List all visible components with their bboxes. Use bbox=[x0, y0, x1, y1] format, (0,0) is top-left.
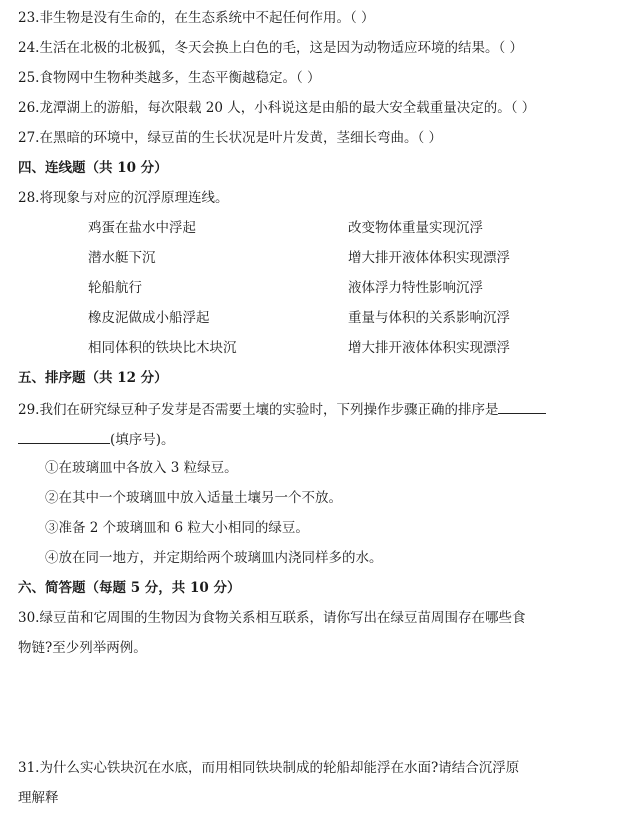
question-29-suffix: (填序号)。 bbox=[110, 432, 175, 448]
section-6-title: 六、简答题（每题 5 分，共 10 分） bbox=[18, 580, 241, 596]
question-29-line-2 bbox=[18, 429, 175, 449]
phenomenon-item: 相同体积的铁块比木块沉 bbox=[88, 340, 237, 356]
question-23: 23.非生物是没有生命的，在生态系统中不起任何作用。（ ） bbox=[18, 10, 375, 26]
step-3: ③准备 2 个玻璃皿和 6 粒大小相同的绿豆。 bbox=[45, 520, 309, 536]
question-24: 24.生活在北极的北极狐，冬天会换上白色的毛，这是因为动物适应环境的结果。（ ） bbox=[18, 40, 524, 56]
question-30-line-2: 物链?至少列举两例。 bbox=[18, 640, 147, 656]
question-27: 27.在黑暗的环境中，绿豆苗的生长状况是叶片发黄，茎细长弯曲。（ ） bbox=[18, 130, 443, 146]
answer-blank-continued[interactable] bbox=[18, 429, 110, 444]
question-28: 28.将现象与对应的沉浮原理连线。 bbox=[18, 190, 229, 206]
principle-item: 液体浮力特性影响沉浮 bbox=[348, 280, 483, 296]
question-31-line-2: 理解释 bbox=[18, 790, 59, 806]
answer-blank[interactable] bbox=[498, 399, 546, 414]
phenomenon-item: 潜水艇下沉 bbox=[88, 250, 156, 266]
principle-item: 重量与体积的关系影响沉浮 bbox=[348, 310, 510, 326]
question-30-line-1: 30.绿豆苗和它周围的生物因为食物关系相互联系，请你写出在绿豆苗周围存在哪些食 bbox=[18, 610, 526, 626]
question-26: 26.龙潭湖上的游船，每次限载 20 人，小科说这是由船的最大安全载重量决定的。（ ） bbox=[18, 100, 536, 116]
phenomenon-item: 轮船航行 bbox=[88, 280, 142, 296]
step-1: ①在玻璃皿中各放入 3 粒绿豆。 bbox=[45, 460, 238, 476]
step-2: ②在其中一个玻璃皿中放入适量土壤另一个不放。 bbox=[45, 490, 342, 506]
section-5-title: 五、排序题（共 12 分） bbox=[18, 370, 168, 386]
question-29-line-1 bbox=[18, 399, 546, 419]
section-4-title: 四、连线题（共 10 分） bbox=[18, 160, 168, 176]
phenomenon-item: 鸡蛋在盐水中浮起 bbox=[88, 220, 196, 236]
principle-item: 改变物体重量实现沉浮 bbox=[348, 220, 483, 236]
question-31-line-1: 31.为什么实心铁块沉在水底，而用相同铁块制成的轮船却能浮在水面?请结合沉浮原 bbox=[18, 760, 520, 776]
step-4: ④放在同一地方，并定期给两个玻璃皿内浇同样多的水。 bbox=[45, 550, 383, 566]
phenomenon-item: 橡皮泥做成小船浮起 bbox=[88, 310, 210, 326]
principle-item: 增大排开液体体积实现漂浮 bbox=[348, 250, 510, 266]
question-29-text: 29.我们在研究绿豆种子发芽是否需要土壤的实验时，下列操作步骤正确的排序是 bbox=[18, 402, 499, 418]
question-25: 25.食物网中生物种类越多，生态平衡越稳定。（ ） bbox=[18, 70, 321, 86]
principle-item: 增大排开液体体积实现漂浮 bbox=[348, 340, 510, 356]
